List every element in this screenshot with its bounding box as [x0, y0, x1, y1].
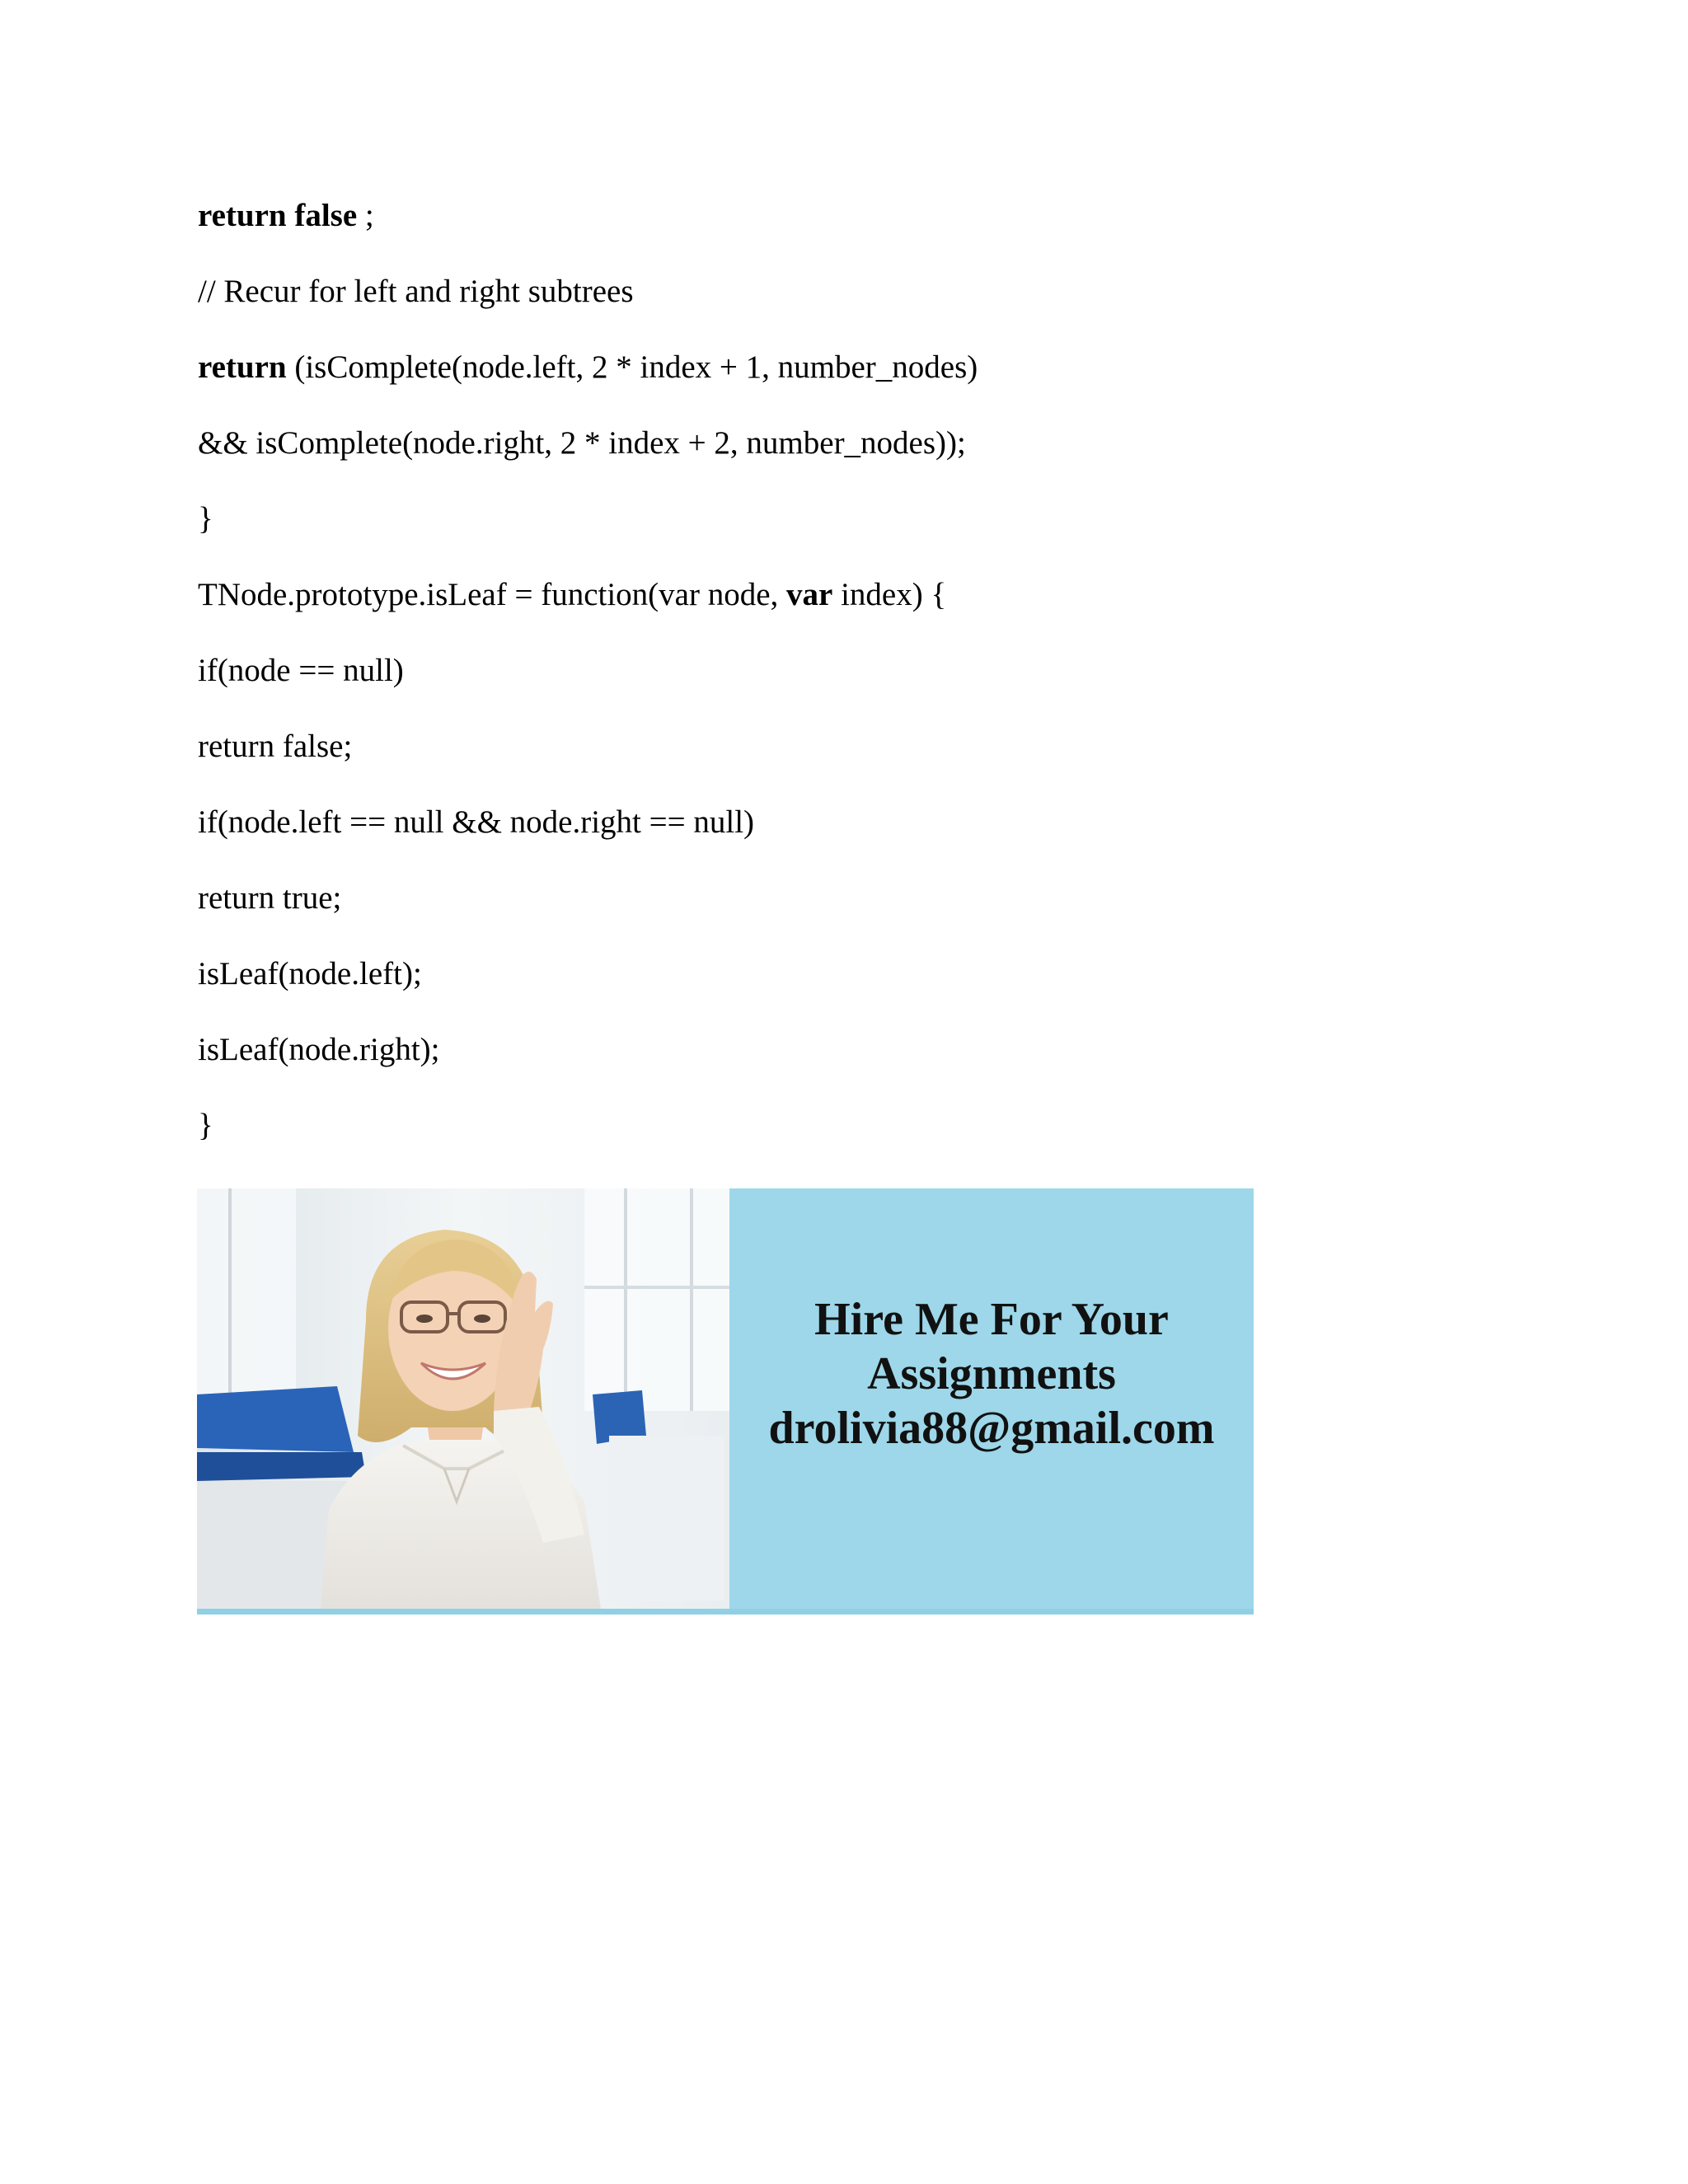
code-line-13: }	[198, 1108, 213, 1143]
promo-email: drolivia88@gmail.com	[768, 1403, 1215, 1454]
code-text: ;	[357, 198, 374, 233]
code-text: TNode.prototype.isLeaf = function(var node,	[198, 577, 787, 612]
code-line-6	[198, 575, 946, 615]
code-text: (isComplete(node.left, 2 * index + 1, number_nodes)	[286, 349, 978, 385]
code-line-12: isLeaf(node.right);	[198, 1032, 440, 1067]
keyword: var	[786, 577, 833, 612]
keyword: return	[198, 349, 287, 385]
code-line-9: if(node.left == null && node.right == null)	[198, 804, 755, 840]
promo-panel	[729, 1188, 1254, 1615]
woman-photo	[197, 1188, 729, 1609]
keyword: return false	[198, 198, 358, 233]
code-line-5: }	[198, 501, 213, 537]
code-line-1	[198, 196, 374, 236]
banner-bottom-strip	[197, 1609, 1254, 1615]
promo-headline-1: Hire Me For Your	[814, 1294, 1169, 1345]
code-line-3	[198, 348, 978, 387]
code-line-10: return true;	[198, 880, 342, 916]
code-line-4: && isComplete(node.right, 2 * index + 2, number_nodes));	[198, 425, 966, 461]
promo-headline-2: Assignments	[867, 1348, 1116, 1399]
code-line-8: return false;	[198, 729, 353, 764]
code-text: index) {	[832, 577, 947, 612]
ad-banner	[197, 1188, 1254, 1615]
promo-text	[729, 1292, 1254, 1455]
code-line-2: // Recur for left and right subtrees	[198, 274, 634, 309]
code-line-11: isLeaf(node.left);	[198, 956, 422, 991]
code-line-7: if(node == null)	[198, 653, 404, 688]
